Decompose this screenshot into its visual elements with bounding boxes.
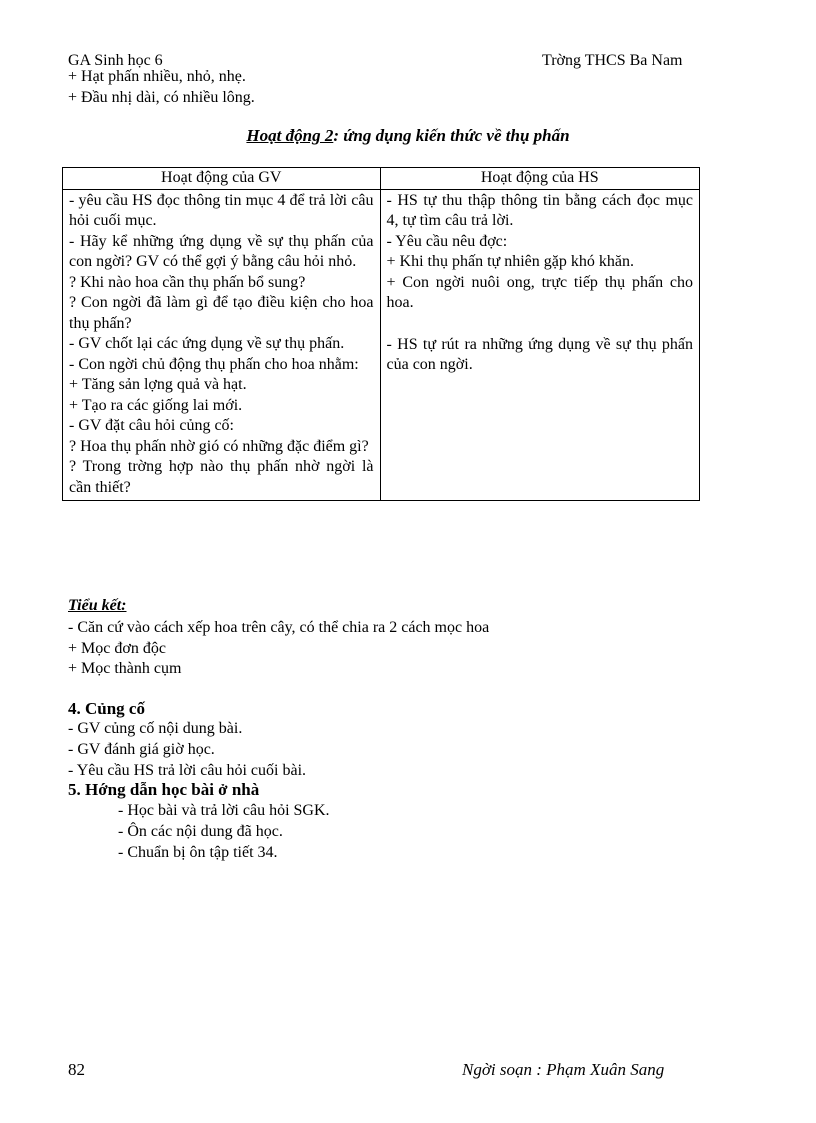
gv-line: + Tăng sản lợng quả và hạt. [69,376,247,393]
activity-label: Hoạt động 2 [246,126,334,145]
section-5-heading: 5. Hớng dẫn học bài ở nhà [68,780,260,799]
section-4-line: - GV củng cố nội dung bài. [68,720,243,737]
page-number: 82 [68,1060,85,1079]
gv-line: - GV chốt lại các ứng dụng về sự thụ phấn. [69,335,345,352]
hs-line: + Con ngời nuôi ong, trực tiếp thụ phấn cho hoa. [386,273,693,311]
gv-line: ? Khi nào hoa cần thụ phấn bổ sung? [69,273,306,291]
intro-line: + Hạt phấn nhiều, nhỏ, nhẹ. [68,68,246,85]
section-5-line: - Ôn các nội dung đã học. [118,823,283,840]
gv-line: - yêu cầu HS đọc thông tin mục 4 để trả lời câu hỏi cuối mục. [69,191,374,229]
summary-line: + Mọc đơn độc [68,640,166,657]
activity-title-text: : ứng dụng kiến thức về thụ phấn [333,126,570,145]
gv-line: - GV đặt câu hỏi củng cố: [69,417,234,434]
header-subject: GA Sinh học 6 [68,52,163,69]
gv-line: ? Con ngời đã làm gì để tạo điều kiện cho hoa thụ phấn? [69,294,374,332]
section-4-heading: 4. Củng cố [68,699,145,718]
hs-line: + Khi thụ phấn tự nhiên gặp khó khăn. [386,253,634,270]
activity-title [0,126,816,146]
section-4-line: - Yêu cầu HS trả lời câu hỏi cuối bài. [68,762,307,779]
footer-author: Ngời soạn : Phạm Xuân Sang [462,1060,665,1079]
gv-line: - Hãy kể những ứng dụng về sự thụ phấn của con ngời? GV có thể gợi ý bằng câu hỏi nhỏ. [69,232,374,270]
gv-line: + Tạo ra các giống lai mới. [69,396,243,414]
summary-line: + Mọc thành cụm [68,660,182,677]
header-school: Trờng THCS Ba Nam [542,52,683,69]
section-4-line: - GV đánh giá giờ học. [68,741,215,758]
section-5-line: - Học bài và trả lời câu hỏi SGK. [118,802,330,819]
gv-line: ? Hoa thụ phấn nhờ gió có những đặc điểm gì? [69,437,369,455]
table-row [63,189,700,501]
summary-line: - Căn cứ vào cách xếp hoa trên cây, có thể chia ra 2 cách mọc hoa [68,619,490,636]
hs-line: - HS tự thu thập thông tin bằng cách đọc mục 4, tự tìm câu trả lời. [386,191,693,229]
activity-table [62,167,700,501]
hs-line: - Yêu cầu nêu đợc: [386,232,508,250]
hs-line: - HS tự rút ra những ứng dụng về sự thụ phấn của con ngời. [386,335,693,373]
gv-cell [63,189,381,501]
section-5-line: - Chuẩn bị ôn tập tiết 34. [118,844,278,861]
gv-line: - Con ngời chủ động thụ phấn cho hoa nhằm: [69,355,359,373]
table-header-row [63,168,700,190]
intro-line: + Đầu nhị dài, có nhiều lông. [68,89,255,106]
spacer [387,314,694,335]
gv-line: ? Trong trờng hợp nào thụ phấn nhờ ngời là cần thiết? [69,458,374,496]
table-header-hs: Hoạt động của HS [380,168,700,190]
hs-cell [380,189,700,501]
table-header-gv: Hoạt động của GV [63,168,381,190]
summary-title: Tiểu kết: [68,597,127,614]
